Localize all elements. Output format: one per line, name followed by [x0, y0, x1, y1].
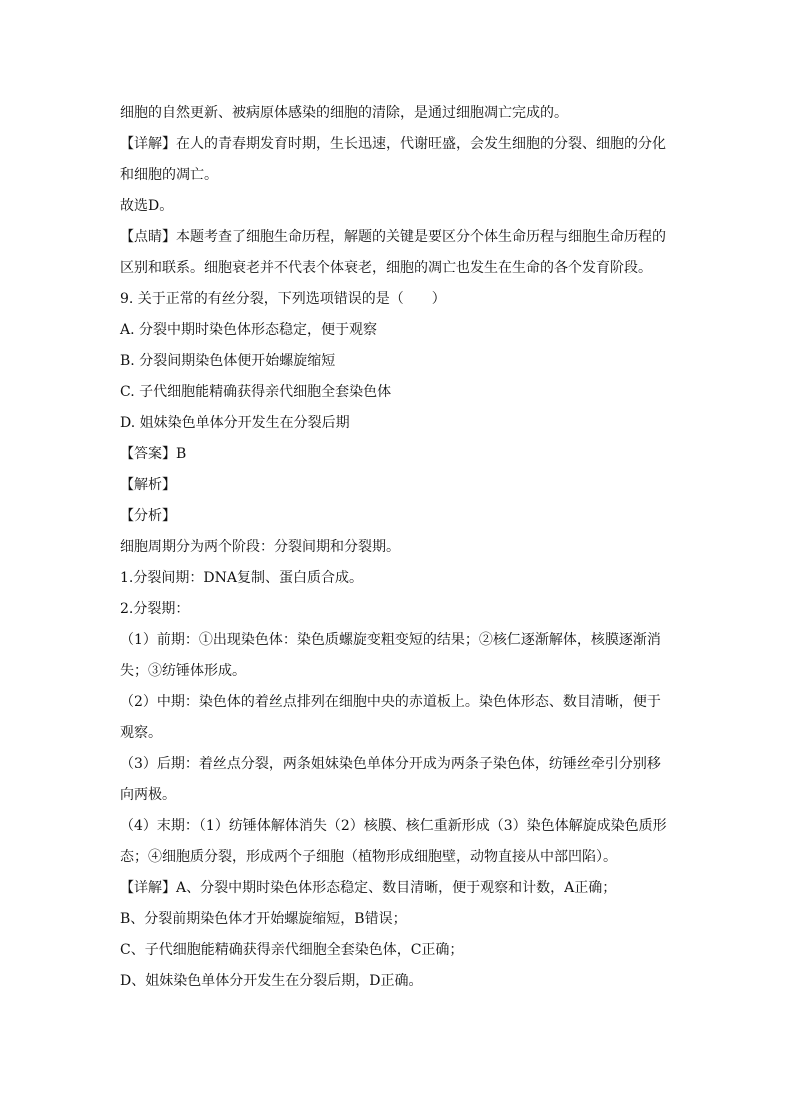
text-line-17: 2.分裂期： [120, 601, 190, 617]
analysis-subheading: 【分析】 [120, 508, 176, 524]
text-line-3: 和细胞的凋亡。 [120, 167, 218, 183]
text-line-4: 故选D。 [120, 198, 174, 214]
text-line-24: （4）末期：（1）纺锤体解体消失（2）核膜、核仁重新形成（3）染色体解旋成染色质形 [120, 818, 667, 834]
option-d: D. 姐妹染色单体分开发生在分裂后期 [120, 415, 350, 431]
option-b: B. 分裂间期染色体便开始螺旋缩短 [120, 353, 336, 369]
analysis-heading: 【解析】 [120, 477, 176, 493]
text-line-1: 细胞的自然更新、被病原体感染的细胞的清除，是通过细胞凋亡完成的。 [120, 105, 568, 121]
answer-line: 【答案】B [120, 446, 187, 462]
text-line-15: 细胞周期分为两个阶段：分裂间期和分裂期。 [120, 539, 400, 555]
text-line-25: 态；④细胞质分裂，形成两个子细胞（植物形成细胞壁，动物直接从中部凹陷）。 [120, 849, 617, 865]
detail-line-c: C、子代细胞能精确获得亲代细胞全套染色体，C正确； [120, 942, 464, 958]
text-line-20: （2）中期：染色体的着丝点排列在细胞中央的赤道板上。染色体形态、数目清晰，便于 [120, 694, 661, 710]
text-line-22: （3）后期：着丝点分裂，两条姐妹染色单体分开成为两条子染色体，纺锤丝牵引分别移 [120, 756, 661, 772]
question-stem: 9. 关于正常的有丝分裂，下列选项错误的是（ ） [120, 291, 446, 307]
text-line-5: 【点睛】本题考查了细胞生命历程，解题的关键是要区分个体生命历程与细胞生命历程的 [120, 229, 666, 245]
text-line-6: 区别和联系。细胞衰老并不代表个体衰老，细胞的凋亡也发生在生命的各个发育阶段。 [120, 260, 652, 276]
detail-line-b: B、分裂前期染色体才开始螺旋缩短，B错误； [120, 911, 407, 927]
text-line-19: 失；③纺锤体形成。 [120, 663, 246, 679]
text-line-2: 【详解】在人的青春期发育时期，生长迅速，代谢旺盛，会发生细胞的分裂、细胞的分化 [120, 136, 666, 152]
detail-line-a: 【详解】A、分裂中期时染色体形态稳定、数目清晰，便于观察和计数，A正确； [120, 880, 617, 896]
detail-line-d: D、姐妹染色单体分开发生在分裂后期，D正确。 [120, 973, 423, 989]
option-c: C. 子代细胞能精确获得亲代细胞全套染色体 [120, 384, 392, 400]
text-line-23: 向两极。 [120, 787, 176, 803]
text-line-21: 观察。 [120, 725, 162, 741]
text-line-16: 1.分裂间期：DNA复制、蛋白质合成。 [120, 570, 363, 586]
text-line-18: （1）前期：①出现染色体：染色质螺旋变粗变短的结果；②核仁逐渐解体，核膜逐渐消 [120, 632, 661, 648]
option-a: A. 分裂中期时染色体形态稳定，便于观察 [120, 322, 378, 338]
